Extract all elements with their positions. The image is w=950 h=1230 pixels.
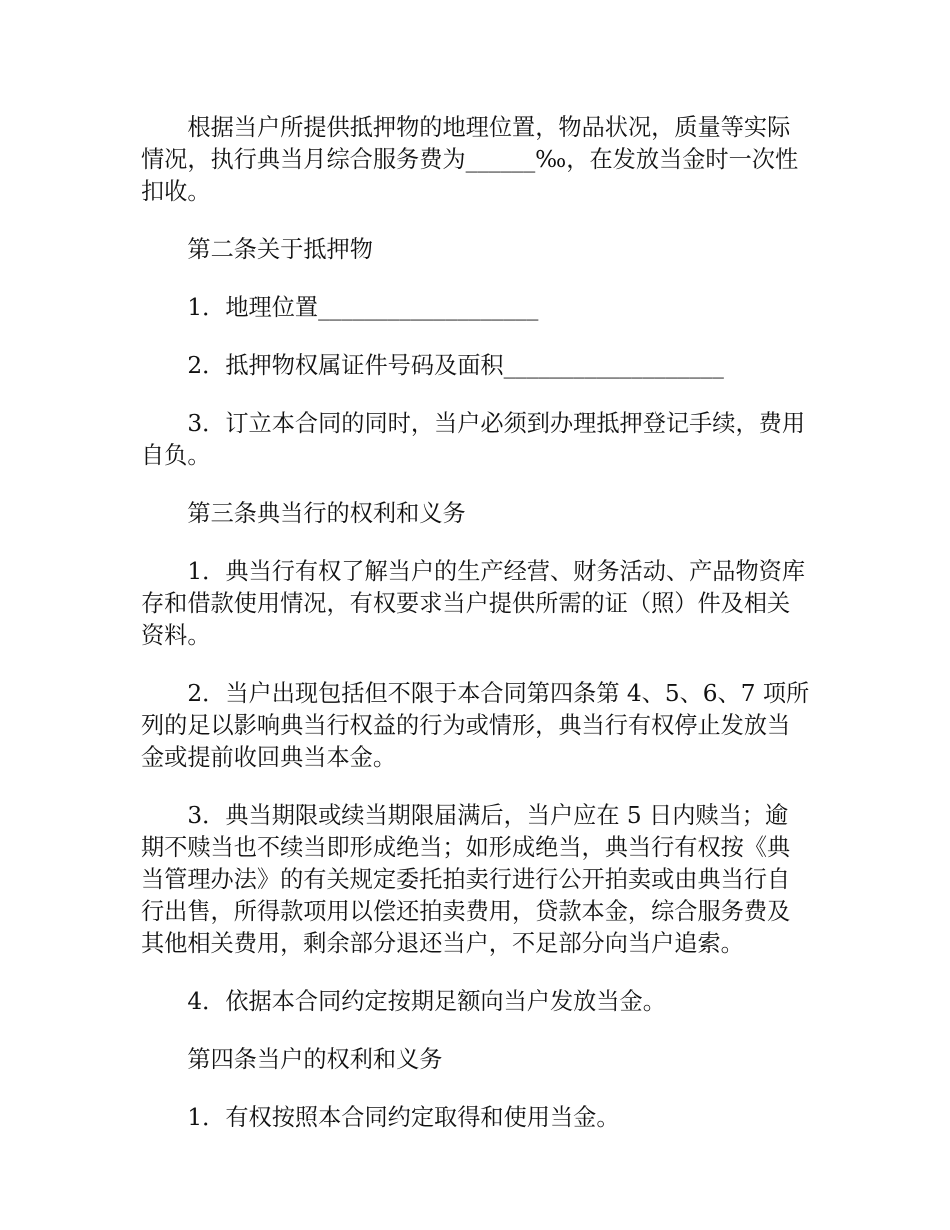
paragraph-pawner-right-1: 1．有权按照本合同约定取得和使用当金。 <box>187 1104 620 1131</box>
paragraph-pawnshop-duty-4: 4．依据本合同约定按期足额向当户发放当金。 <box>187 988 666 1015</box>
heading-article-4: 第四条当户的权利和义务 <box>187 1046 443 1073</box>
paragraph-certificate: 2．抵押物权属证件号码及面积___________________ <box>187 352 724 379</box>
paragraph-pawnshop-right-2: 2．当户出现包括但不限于本合同第四条第 4、5、6、7 项所列的足以影响典当行权益的行为或情形，典当行有权停止发放当金或提前收回典当本金。 <box>141 680 810 771</box>
paragraph-location: 1．地理位置___________________ <box>187 294 539 321</box>
paragraph-registration: 3．订立本合同的同时，当户必须到办理抵押登记手续，费用自负。 <box>141 410 806 469</box>
paragraph-pawnshop-right-1: 1．典当行有权了解当户的生产经营、财务活动、产品物资库存和借款使用情况，有权要求当户提供所需的证（照）件及相关资料。 <box>141 558 806 649</box>
paragraph-service-fee: 根据当户所提供抵押物的地理位置，物品状况，质量等实际情况，执行典当月综合服务费为______‰，在发放当金时一次性扣收。 <box>141 114 799 205</box>
heading-article-2: 第二条关于抵押物 <box>187 236 373 263</box>
paragraph-pawnshop-right-3: 3．典当期限或续当期限届满后，当户应在 5 日内赎当；逾期不赎当也不续当即形成绝当；如形成绝当，典当行有权按《典当管理办法》的有关规定委托拍卖行进行公开拍卖或由典当行自行出售，所得款项用以偿还拍卖费用，贷款本金，综合服务费及其他相关费用，剩余部分退还当户，不足部分向当户追索。 <box>141 802 791 957</box>
heading-article-3: 第三条典当行的权利和义务 <box>187 500 466 527</box>
document-body <box>141 112 811 1134</box>
